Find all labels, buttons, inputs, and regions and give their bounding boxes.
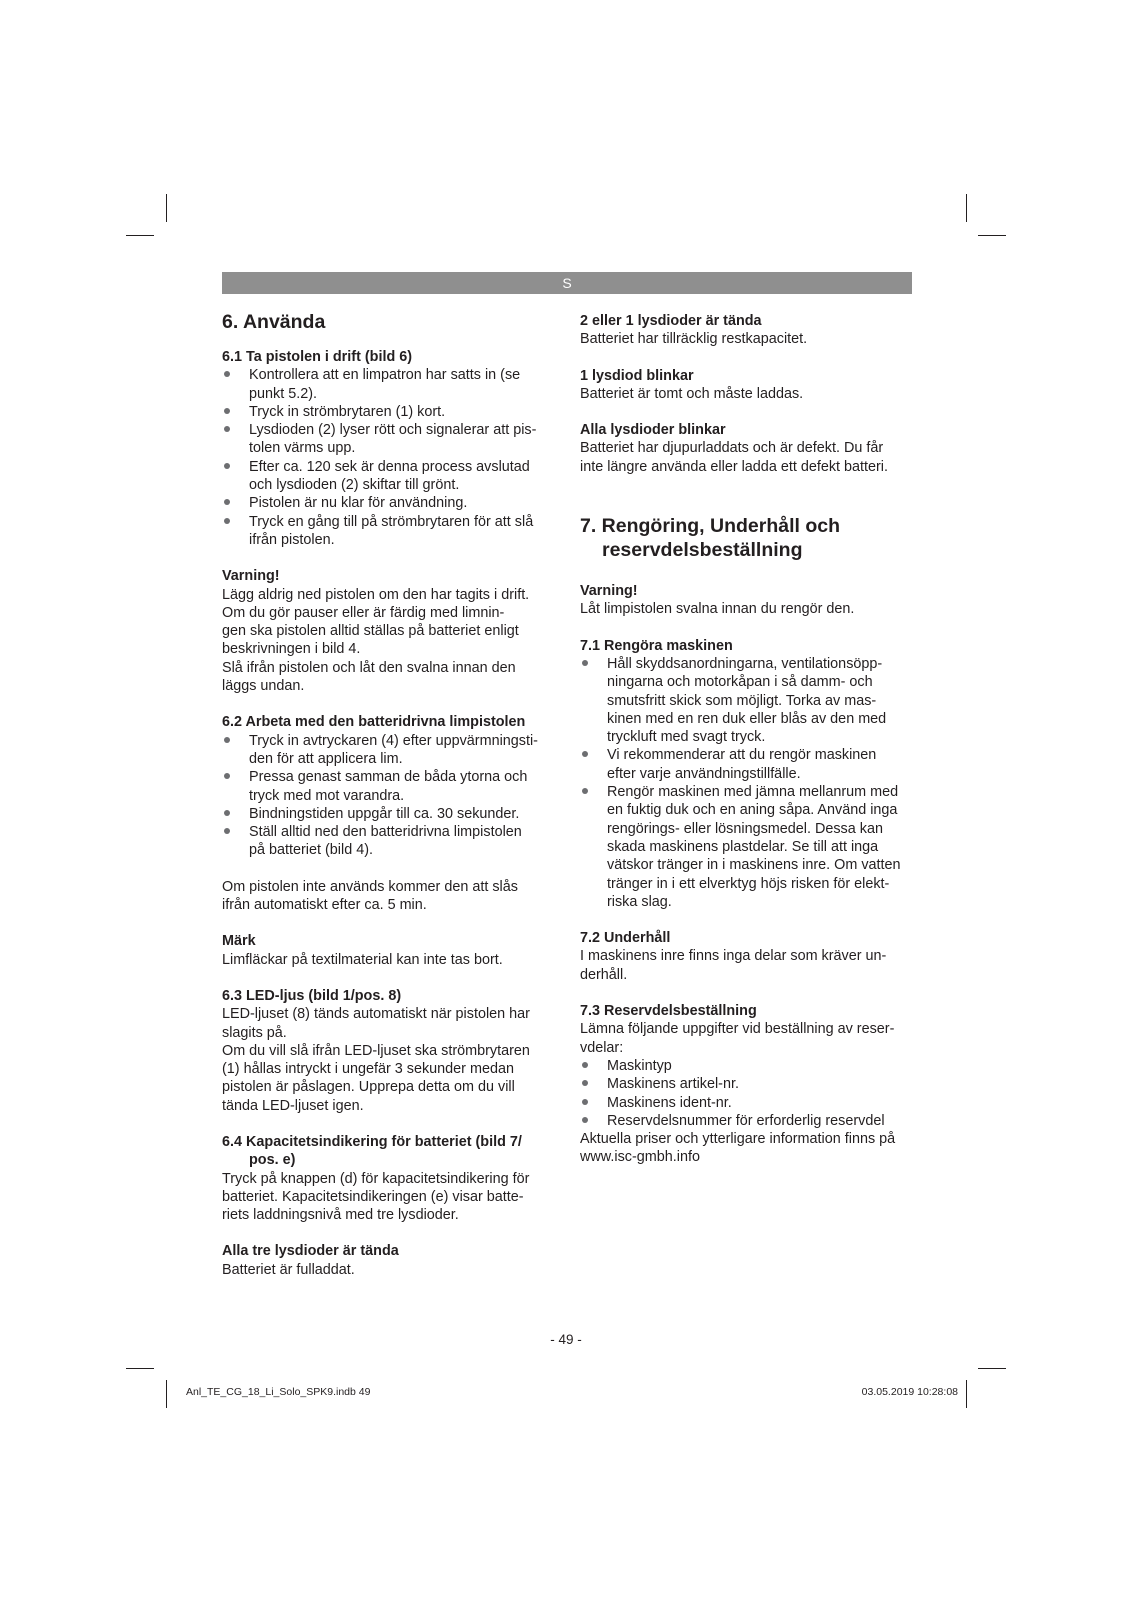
list-item: Bindningstiden uppgår till ca. 30 sekunder. <box>222 805 554 823</box>
bullet-icon <box>224 773 230 779</box>
list-item: Ställ alltid ned den batteridrivna limpistolen på batteriet (bild 4). <box>222 823 554 860</box>
crop-mark <box>166 1380 167 1408</box>
bullet-icon <box>582 1062 588 1068</box>
list-item: Tryck in avtryckaren (4) efter uppvärmningsti- den för att applicera lim. <box>222 732 554 769</box>
section-7-3-outro: Aktuella priser och ytterligare information finns på www.isc-gmbh.info <box>580 1131 896 1166</box>
section-6-3-heading: 6.3 LED-ljus (bild 1/pos. 8) <box>222 987 402 1004</box>
all-leds-blink-text: Batteriet har djupurladdats och är defekt. Du får inte längre använda eller ladda ett defekt batteri. <box>580 440 889 475</box>
list-item: Pistolen är nu klar för användning. <box>222 494 554 512</box>
list-item: Reservdelsnummer för erforderlig reservdel <box>580 1112 912 1130</box>
section-6-heading: 6. Använda <box>222 311 326 333</box>
page-number: - 49 - <box>550 1332 582 1347</box>
language-bar: S <box>222 272 912 294</box>
all-three-leds-text: Batteriet är fulladdat. <box>222 1261 355 1278</box>
crop-mark <box>966 1380 967 1408</box>
list-item: Tryck in strömbrytaren (1) kort. <box>222 403 554 421</box>
list-item: Vi rekommenderar att du rengör maskinen efter varje användningstillfälle. <box>580 746 912 783</box>
crop-mark <box>978 1368 1006 1369</box>
bullet-icon <box>224 463 230 469</box>
warning-heading: Varning! <box>580 583 638 600</box>
section-7-1-heading: 7.1 Rengöra maskinen <box>580 637 733 654</box>
list-item: Tryck en gång till på strömbrytaren för att slå ifrån pistolen. <box>222 513 554 550</box>
bullet-icon <box>582 1080 588 1086</box>
list-item: Pressa genast samman de båda ytorna och tryck med mot varandra. <box>222 768 554 805</box>
bullet-icon <box>224 499 230 505</box>
list-item: Maskinens artikel-nr. <box>580 1075 912 1093</box>
bullet-icon <box>582 1099 588 1105</box>
bullet-icon <box>224 828 230 834</box>
list-item: Kontrollera att en limpatron har satts in (se punkt 5.2). <box>222 366 554 403</box>
section-6-2-list <box>222 732 554 860</box>
one-led-blinks-text: Batteriet är tomt och måste laddas. <box>580 385 804 402</box>
one-led-blinks-heading: 1 lysdiod blinkar <box>580 367 694 384</box>
crop-mark <box>126 1368 154 1369</box>
bullet-icon <box>224 737 230 743</box>
crop-mark <box>166 194 167 222</box>
bullet-icon <box>582 1117 588 1123</box>
two-or-one-leds-heading: 2 eller 1 lysdioder är tända <box>580 313 762 329</box>
section-7-3-heading: 7.3 Reservdelsbeställning <box>580 1003 757 1020</box>
all-three-leds-heading: Alla tre lysdioder är tända <box>222 1243 399 1260</box>
two-or-one-leds-text: Batteriet har tillräcklig restkapacitet. <box>580 331 808 348</box>
warning-text: Lägg aldrig ned pistolen om den har tagits i drift. Om du gör pauser eller är färdig med limnin- gen ska pistolen alltid ställas på batteriet enligt beskrivningen i bild 4. Slå ifrån pistolen och låt den svalna innan den läggs undan. <box>222 586 530 695</box>
bullet-icon <box>582 788 588 794</box>
auto-off-note: Om pistolen inte används kommer den att slås ifrån automatiskt efter ca. 5 min. <box>222 878 518 914</box>
note-text: Limfläckar på textilmaterial kan inte tas bort. <box>222 951 503 968</box>
bullet-icon <box>224 810 230 816</box>
section-7-3-intro: Lämna följande uppgifter vid beställning av reser- vdelar: <box>580 1021 895 1056</box>
crop-mark <box>126 235 154 236</box>
website-link: www.isc-gmbh.info <box>580 1149 700 1166</box>
bullet-icon <box>582 751 588 757</box>
warning-heading: Varning! <box>222 568 280 585</box>
right-column <box>580 312 912 1167</box>
bullet-icon <box>224 371 230 377</box>
section-7-2-text: I maskinens inre finns inga delar som kräver un- derhåll. <box>580 948 887 983</box>
section-6-4-heading: 6.4 Kapacitetsindikering för batteriet (bild 7/ pos. e) <box>222 1133 522 1169</box>
bullet-icon <box>582 660 588 666</box>
list-item: Lysdioden (2) lyser rött och signalerar att pis- tolen värms upp. <box>222 421 554 458</box>
section-6-4-text: Tryck på knappen (d) för kapacitetsindikering för batteriet. Kapacitetsindikeringen (e) visar batte- riets laddningsnivå med tre lysdioder. <box>222 1170 530 1224</box>
list-item: Maskintyp <box>580 1057 912 1075</box>
section-7-3-list <box>580 1057 912 1130</box>
section-7-1-list <box>580 655 912 911</box>
section-7-2-heading: 7.2 Underhåll <box>580 930 671 947</box>
list-item: Maskinens ident-nr. <box>580 1094 912 1112</box>
bullet-icon <box>224 426 230 432</box>
list-item: Rengör maskinen med jämna mellanrum med en fuktig duk och en aning såpa. Använd inga rengörings- eller lösningsmedel. Dessa kan skada maskinens plastdelar. Se till att inga vätskor tränger in i maskinens inre. Om vatten tränger in i ett elverktyg höjs risken för elekt- riska slag. <box>580 783 912 911</box>
section-6-2-heading: 6.2 Arbeta med den batteridrivna limpistolen <box>222 714 526 731</box>
all-leds-blink-heading: Alla lysdioder blinkar <box>580 422 726 439</box>
left-column <box>222 310 554 1279</box>
crop-mark <box>966 194 967 222</box>
section-6-1-list <box>222 366 554 549</box>
list-item: Håll skyddsanordningarna, ventilationsöpp- ningarna och motorkåpan i så damm- och smutsfritt skick som möjligt. Torka av mas- kinen med en ren duk eller blås av den med tryckluft med svagt tryck. <box>580 655 912 746</box>
bullet-icon <box>224 408 230 414</box>
section-6-1-heading: 6.1 Ta pistolen i drift (bild 6) <box>222 349 413 365</box>
footer-timestamp: 03.05.2019 10:28:08 <box>861 1386 958 1398</box>
bullet-icon <box>224 518 230 524</box>
note-heading: Märk <box>222 933 256 950</box>
footer-filename: Anl_TE_CG_18_Li_Solo_SPK9.indb 49 <box>186 1386 371 1398</box>
warning-text: Låt limpistolen svalna innan du rengör den. <box>580 601 855 618</box>
section-6-3-text: LED-ljuset (8) tänds automatiskt när pistolen har slagits på. Om du vill slå ifrån LED-ljuset ska strömbrytaren (1) hållas intryckt i ungefär 3 sekunder medan pistolen är påslagen. Upprepa detta om du vill tända LED-ljuset igen. <box>222 1006 530 1114</box>
list-item: Efter ca. 120 sek är denna process avslutad och lysdioden (2) skiftar till grönt. <box>222 458 554 495</box>
crop-mark <box>978 235 1006 236</box>
section-7-heading: 7. Rengöring, Underhåll och reservdelsbeställning <box>580 515 841 562</box>
